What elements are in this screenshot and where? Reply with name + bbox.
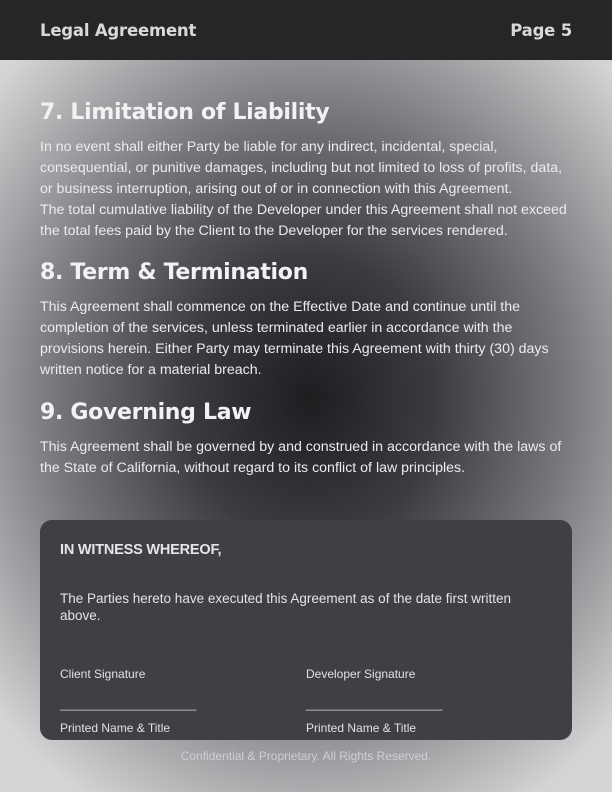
developer-printed-name-label: Printed Name & Title: [306, 721, 417, 735]
developer-signature-line[interactable]: ______________________: [306, 697, 442, 711]
client-signature-block: [60, 666, 306, 736]
section-body: [40, 137, 572, 257]
footer-text: Confidential & Proprietary. All Rights Reserved.: [180, 749, 432, 763]
section-title: 9. Governing Law: [40, 400, 252, 425]
section-body: [40, 297, 572, 381]
section-term-termination: [40, 259, 572, 381]
client-signature-line[interactable]: ______________________: [60, 697, 196, 711]
client-printed-name-label: Printed Name & Title: [60, 721, 171, 735]
paragraph: This Agreement shall commence on the Effective Date and continue until the completion of the services, unless terminated earlier in accordance with the provisions herein. Either Party may terminate this Agreement with thirty (30) days written notice for a material breach.: [40, 299, 549, 378]
document-title: Legal Agreement: [40, 20, 197, 40]
section-limitation-of-liability: [40, 99, 572, 257]
section-governing-law: [40, 399, 572, 479]
paragraph: This Agreement shall be governed by and construed in accordance with the laws of the State of California, without regard to its conflict of law principles.: [40, 439, 562, 476]
witness-text: The Parties hereto have executed this Agreement as of the date first written above.: [60, 591, 511, 623]
page-number: Page 5: [510, 20, 572, 40]
section-title: 8. Term & Termination: [40, 260, 308, 285]
developer-signature-label: Developer Signature: [306, 667, 416, 681]
signature-row: [60, 666, 552, 736]
developer-signature-block: [306, 666, 552, 736]
section-body: [40, 437, 572, 479]
witness-card: [40, 520, 572, 740]
page-header: [0, 0, 612, 60]
witness-heading: IN WITNESS WHEREOF,: [60, 542, 222, 558]
paragraph: In no event shall either Party be liable for any indirect, incidental, special, consequential, or punitive damages, including but not limited to loss of profits, data, or business interruption, arising out of or in connection with this Agreement.: [40, 139, 563, 197]
paragraph: The total cumulative liability of the Developer under this Agreement shall not exceed the total fees paid by the Client to the Developer for the services rendered.: [40, 202, 567, 239]
client-signature-label: Client Signature: [60, 667, 146, 681]
section-title: 7. Limitation of Liability: [40, 100, 330, 125]
